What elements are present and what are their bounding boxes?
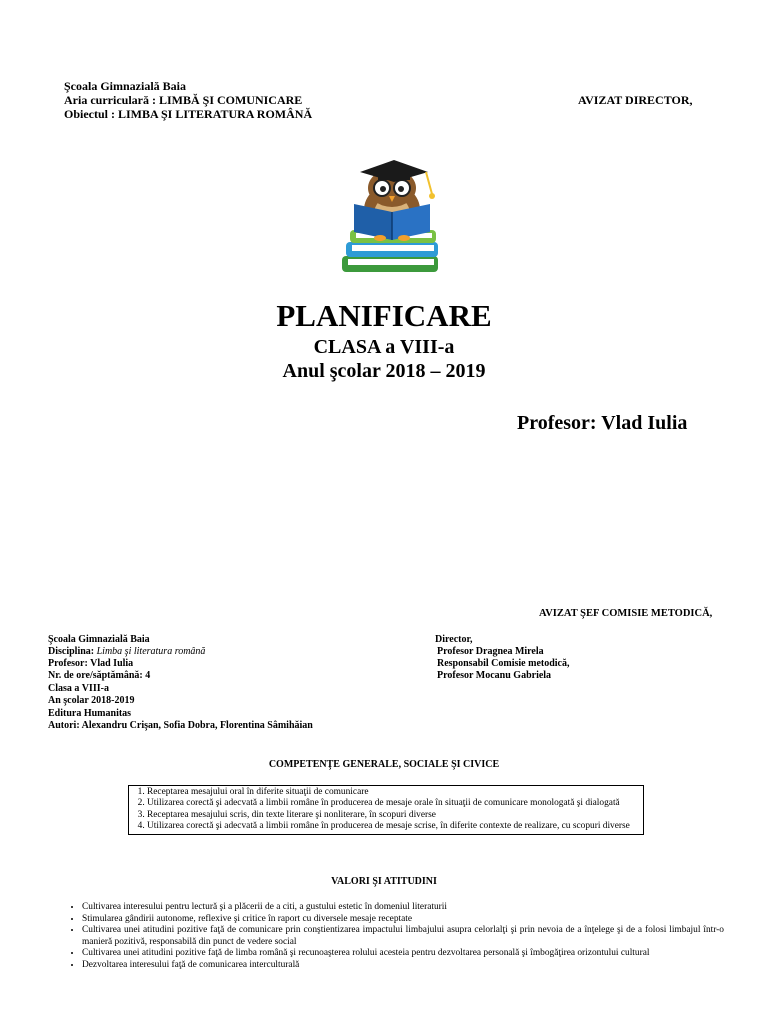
info-teacher: Profesor: Vlad Iulia xyxy=(48,658,134,669)
info-authors: Autori: Alexandru Crişan, Sofia Dobra, Florentina Sâmihăian xyxy=(48,720,313,731)
values-list xyxy=(64,902,724,972)
competence-item: 1. Receptarea mesajului oral în diferite situaţii de comunicare xyxy=(147,787,643,798)
info-hours: Nr. de ore/săptămână: 4 xyxy=(48,670,151,681)
header-subject: Obiectul : LIMBA ŞI LITERATURA ROMÂNĂ xyxy=(64,107,313,121)
info-publisher: Editura Humanitas xyxy=(48,708,132,719)
owl-reading-books-icon xyxy=(336,152,448,284)
commission-label: Responsabil Comisie metodică, xyxy=(437,658,570,669)
school-year: Anul şcolar 2018 – 2019 xyxy=(282,360,486,382)
competences-list xyxy=(129,787,643,833)
competences-heading: COMPETENŢE GENERALE, SOCIALE ŞI CIVICE xyxy=(268,759,500,770)
value-item: • Cultivarea unei atitudini pozitive faţă de limba română şi recunoaşterea rolului acesteia pentru dezvoltarea personală şi îmbogăţirea orizontului cultural xyxy=(82,948,724,960)
info-discipline xyxy=(48,646,205,658)
teacher-name: Profesor: Vlad Iulia xyxy=(517,412,688,434)
approved-commission: AVIZAT ŞEF COMISIE METODICĂ, xyxy=(539,608,713,619)
value-item: • Cultivarea unei atitudini pozitive faţă de comunicare prin conştientizarea impactului limbajului asupra celorlalţi şi prin nevoia de a înţelege şi de a folosi limbajul într-o manieră pozitivă, responsabilă din punct de vedere social xyxy=(82,925,724,948)
competences-box xyxy=(128,785,644,835)
info-year: An şcolar 2018-2019 xyxy=(48,695,135,706)
info-school: Şcoala Gimnazială Baia xyxy=(48,634,150,645)
approved-director: AVIZAT DIRECTOR, xyxy=(578,93,693,107)
discipline-label: Disciplina: xyxy=(48,646,95,657)
value-item: • Dezvoltarea interesului faţă de comunicarea interculturală xyxy=(82,960,724,972)
director-name: Profesor Dragnea Mirela xyxy=(437,646,544,657)
director-label: Director, xyxy=(435,634,473,645)
header-curricular-area: Aria curriculară : LIMBĂ ŞI COMUNICARE xyxy=(64,93,303,107)
class-subtitle: CLASA a VIII-a xyxy=(313,336,455,358)
commission-name: Profesor Mocanu Gabriela xyxy=(437,670,552,681)
values-block xyxy=(64,902,724,972)
value-item: • Stimularea gândirii autonome, reflexive şi critice în raport cu diversele mesaje receptate xyxy=(82,914,724,926)
competence-item: 3. Receptarea mesajului scris, din texte literare şi nonliterare, în scopuri diverse xyxy=(147,810,643,821)
discipline-value: Limba şi literatura română xyxy=(96,646,206,657)
values-heading: VALORI ŞI ATITUDINI xyxy=(331,876,437,887)
competence-item: 2. Utilizarea corectă şi adecvată a limbii române în producerea de mesaje orale în situaţii de comunicare monologată şi dialogată xyxy=(147,798,643,809)
page-title: PLANIFICARE xyxy=(276,298,492,333)
header-school: Şcoala Gimnazială Baia xyxy=(64,79,187,93)
competence-item: 4. Utilizarea corectă şi adecvată a limbii române în producerea de mesaje scrise, în diferite contexte de realizare, cu scopuri diverse xyxy=(147,821,643,832)
info-class: Clasa a VIII-a xyxy=(48,683,109,694)
value-item: • Cultivarea interesului pentru lectură şi a plăcerii de a citi, a gustului estetic în domeniul literaturii xyxy=(82,902,724,914)
